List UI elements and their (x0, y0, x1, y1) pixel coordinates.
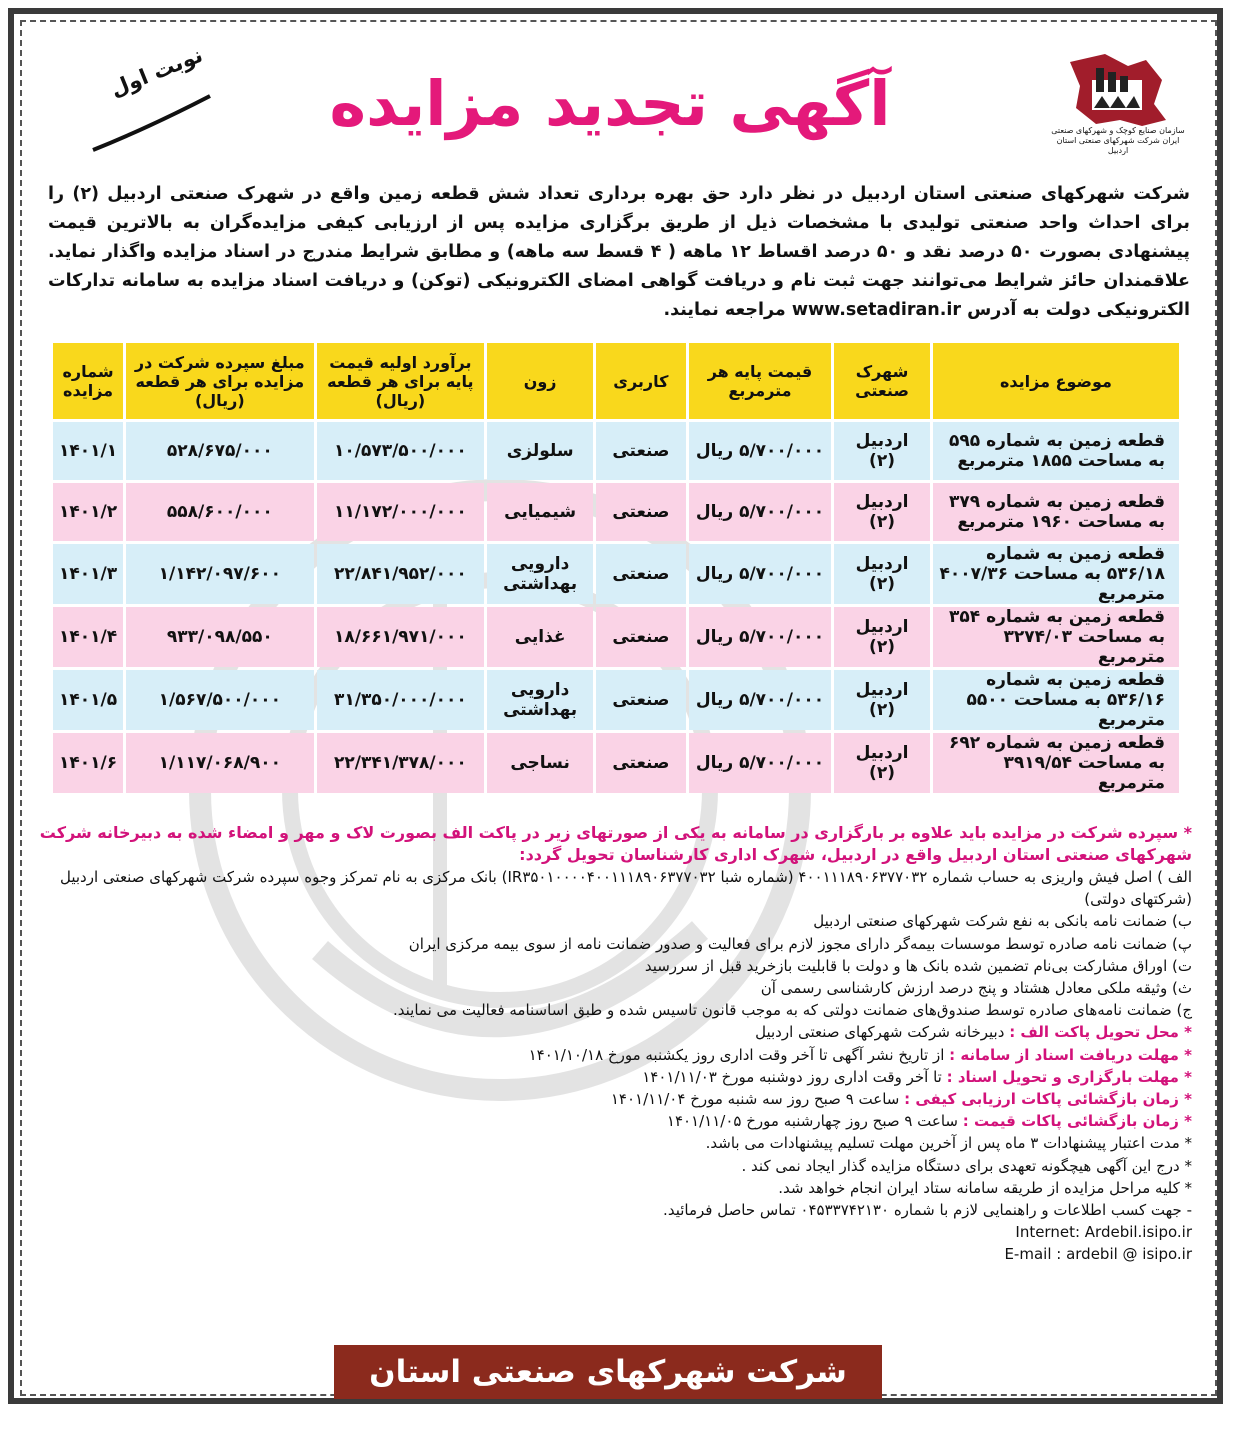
cell-deposit: ۱/۱۴۲/۰۹۷/۶۰۰ (126, 544, 313, 604)
cell-price: ۵/۷۰۰/۰۰۰ ریال (689, 670, 831, 730)
intro-paragraph: شرکت شهرکهای صنعتی استان اردبیل در نظر دارد حق بهره برداری تعداد شش قطعه زمین واقع در شهرک صنعتی اردبیل (۲) را برای احداث واحد صنعتی تولیدی با مشخصات ذیل از طریق برگزاری مزایده پس از ارزیابی کیفی مزایده‌گران به بالاترین قیمت پیشنهادی بصورت ۵۰ درصد نقد و ۵۰ درصد اقساط ۱۲ ماهه ( ۴ قسط سه ماهه) و مطابق شرایط مندرج در اسناد مزایده واگذار نماید. علاقمندان حائز شرایط می‌توانند جهت ثبت نام و دریافت گواهی امضای الکترونیکی (توکن) و دریافت اسناد مزایده به سامانه تدارکات الکترونیکی دولت به آدرس www.setadiran.ir مراجعه نمایند. (48, 184, 1190, 320)
cell-zone: دارویی بهداشتی (487, 544, 593, 604)
cell-number: ۱۴۰۱/۵ (53, 670, 123, 730)
page-title: آگهی تجدید مزایده (329, 67, 891, 140)
cell-subject: قطعه زمین به شماره ۵۳۶/۱۸ به مساحت ۴۰۰۷/۳۶ مترمربع (933, 544, 1179, 604)
deposit-option: الف ) اصل فیش واریزی به حساب شماره ۴۰۰۱۱۱۸۹۰۶۳۷۷۰۳۲ (شماره شبا IR۳۵۰۱۰۰۰۰۴۰۰۱۱۱۸۹۰۶۳۷۷۰۳۲) بانک مرکزی به نام تمرکز وجوه سپرده شرکت شهرکهای صنعتی اردبیل (شرکتهای دولتی) (60, 868, 1192, 909)
schedule-value: ساعت ۹ صبح روز چهارشنبه مورخ ۱۴۰۱/۱۱/۰۵ (666, 1112, 958, 1131)
table-row (53, 483, 1179, 541)
cell-price: ۵/۷۰۰/۰۰۰ ریال (689, 607, 831, 667)
deposit-option: ت) اوراق مشارکت بی‌نام تضمین شده بانک ها و دولت با قابلیت بازخرید قبل از سررسید (644, 956, 1192, 975)
header-town: شهرک صنعتی (834, 343, 930, 419)
deposit-option: ج) ضمانت نامه‌های صادره توسط صندوق‌های ضمانت دولتی که به موجب قانون تاسیس شده و طبق اساسنامه فعالیت می نمایند. (392, 1001, 1192, 1020)
cell-town: اردبیل (۲) (834, 670, 930, 730)
extra-note: * درج این آگهی هیچگونه تعهدی برای دستگاه مزایده گذار ایجاد نمی کند . (741, 1156, 1192, 1175)
header-zone: زون (487, 343, 593, 419)
cell-zone: دارویی بهداشتی (487, 670, 593, 730)
schedule-value: ساعت ۹ صبح روز سه شنبه مورخ ۱۴۰۱/۱۱/۰۴ (610, 1090, 900, 1109)
cell-number: ۱۴۰۱/۳ (53, 544, 123, 604)
cell-estimate: ۱۱/۱۷۲/۰۰۰/۰۰۰ (317, 483, 485, 541)
table-header-row (53, 343, 1179, 419)
table-row (53, 607, 1179, 667)
cell-usage: صنعتی (596, 483, 686, 541)
cell-deposit: ۱/۵۶۷/۵۰۰/۰۰۰ (126, 670, 313, 730)
schedule-item (32, 1044, 1192, 1066)
cell-zone: غذایی (487, 607, 593, 667)
cell-estimate: ۳۱/۳۵۰/۰۰۰/۰۰۰ (317, 670, 485, 730)
cell-subject: قطعه زمین به شماره ۵۳۶/۱۶ به مساحت ۵۵۰۰ مترمربع (933, 670, 1179, 730)
cell-town: اردبیل (۲) (834, 483, 930, 541)
round-underline (88, 88, 218, 158)
cell-deposit: ۵۵۸/۶۰۰/۰۰۰ (126, 483, 313, 541)
cell-price: ۵/۷۰۰/۰۰۰ ریال (689, 422, 831, 480)
internet-address[interactable]: Internet: Ardebil.isipo.ir (1015, 1223, 1192, 1242)
cell-estimate: ۱۰/۵۷۳/۵۰۰/۰۰۰ (317, 422, 485, 480)
cell-estimate: ۲۲/۳۴۱/۳۷۸/۰۰۰ (317, 733, 485, 793)
cell-usage: صنعتی (596, 422, 686, 480)
schedule-label: * زمان بازگشائی پاکات ارزیابی کیفی : (904, 1090, 1192, 1109)
auction-table (50, 340, 1182, 796)
extra-note: * کلیه مراحل مزایده از طریقه سامانه ستاد ایران انجام خواهد شد. (778, 1178, 1192, 1197)
conditions-section (32, 822, 1192, 1266)
cell-usage: صنعتی (596, 670, 686, 730)
header-price: قیمت پایه هر مترمربع (689, 343, 831, 419)
header-subject: موضوع مزایده (933, 343, 1179, 419)
deposit-option: ث) وثیقه ملکی معادل هشتاد و پنج درصد ارزش کارشناسی رسمی آن (760, 979, 1192, 998)
deposit-option: ب) ضمانت نامه بانکی به نفع شرکت شهرکهای صنعتی اردبیل (813, 912, 1192, 931)
cell-zone: شیمیایی (487, 483, 593, 541)
table-row (53, 670, 1179, 730)
schedule-value: تا آخر وقت اداری روز دوشنبه مورخ ۱۴۰۱/۱۱/۰۳ (642, 1067, 942, 1086)
cell-subject: قطعه زمین به شماره ۶۹۲ به مساحت ۳۹۱۹/۵۴ مترمربع (933, 733, 1179, 793)
cell-usage: صنعتی (596, 544, 686, 604)
cell-number: ۱۴۰۱/۴ (53, 607, 123, 667)
schedule-label: * مهلت دریافت اسناد از سامانه : (949, 1045, 1192, 1064)
cell-deposit: ۵۲۸/۶۷۵/۰۰۰ (126, 422, 313, 480)
schedule-value: دبیرخانه شرکت شهرکهای صنعتی اردبیل (755, 1023, 1005, 1042)
cell-deposit: ۱/۱۱۷/۰۶۸/۹۰۰ (126, 733, 313, 793)
cell-town: اردبیل (۲) (834, 733, 930, 793)
cell-estimate: ۲۲/۸۴۱/۹۵۲/۰۰۰ (317, 544, 485, 604)
cell-deposit: ۹۳۳/۰۹۸/۵۵۰ (126, 607, 313, 667)
cell-usage: صنعتی (596, 607, 686, 667)
footer-banner: شرکت شهرکهای صنعتی استان اردبیل (334, 1345, 882, 1399)
schedule-label: * محل تحویل پاکت الف : (1009, 1023, 1192, 1042)
schedule-item (32, 1021, 1192, 1043)
deposit-option: پ) ضمانت نامه صادره توسط موسسات بیمه‌گر دارای مجوز لازم برای فعالیت و صدور ضمانت نامه از سوی بیمه مرکزی ایران (408, 934, 1192, 953)
header-usage: کاربری (596, 343, 686, 419)
deposit-note: * سپرده شرکت در مزایده باید علاوه بر بارگزاری در سامانه به یکی از صورتهای زیر در پاکت الف بصورت لاک و مهر و امضاء شده به دبیرخانه شرکت شهرکهای صنعتی استان اردبیل واقع در اردبیل، شهرک اداری کارشناسان تحویل گردد: (39, 823, 1192, 864)
cell-estimate: ۱۸/۶۶۱/۹۷۱/۰۰۰ (317, 607, 485, 667)
table-row (53, 422, 1179, 480)
cell-town: اردبیل (۲) (834, 607, 930, 667)
round-label: نوبت اول (107, 42, 206, 102)
header-number: شماره مزایده (53, 343, 123, 419)
schedule-label: * زمان بازگشائی پاکات قیمت : (962, 1112, 1192, 1131)
cell-number: ۱۴۰۱/۲ (53, 483, 123, 541)
table-row (53, 544, 1179, 604)
cell-town: اردبیل (۲) (834, 544, 930, 604)
cell-subject: قطعه زمین به شماره ۳۵۴ به مساحت ۳۲۷۴/۰۳ مترمربع (933, 607, 1179, 667)
cell-price: ۵/۷۰۰/۰۰۰ ریال (689, 483, 831, 541)
cell-zone: نساجی (487, 733, 593, 793)
schedule-item (32, 1110, 1192, 1132)
table-row (53, 733, 1179, 793)
email-address[interactable]: E-mail : ardebil @ isipo.ir (1004, 1245, 1192, 1264)
cell-usage: صنعتی (596, 733, 686, 793)
cell-number: ۱۴۰۱/۶ (53, 733, 123, 793)
cell-subject: قطعه زمین به شماره ۵۹۵ به مساحت ۱۸۵۵ مترمربع (933, 422, 1179, 480)
cell-zone: سلولزی (487, 422, 593, 480)
extra-note: - جهت کسب اطلاعات و راهنمایی لازم با شماره ۰۴۵۳۳۷۴۲۱۳۰ تماس حاصل فرمائید. (663, 1201, 1192, 1220)
schedule-value: از تاریخ نشر آگهی تا آخر وقت اداری روز یکشنبه مورخ ۱۴۰۱/۱۰/۱۸ (528, 1045, 945, 1064)
cell-price: ۵/۷۰۰/۰۰۰ ریال (689, 733, 831, 793)
cell-number: ۱۴۰۱/۱ (53, 422, 123, 480)
extra-note: * مدت اعتبار پیشنهادات ۳ ماه پس از آخرین مهلت تسلیم پیشنهادات می باشد. (705, 1134, 1192, 1153)
cell-price: ۵/۷۰۰/۰۰۰ ریال (689, 544, 831, 604)
cell-town: اردبیل (۲) (834, 422, 930, 480)
schedule-label: * مهلت بارگزاری و تحویل اسناد : (946, 1067, 1192, 1086)
logo-caption: سازمان صنایع کوچک و شهرکهای صنعتی ایران شرکت شهرکهای صنعتی استان اردبیل (1051, 126, 1185, 155)
cell-subject: قطعه زمین به شماره ۳۷۹ به مساحت ۱۹۶۰ مترمربع (933, 483, 1179, 541)
header-deposit: مبلغ سپرده شرکت در مزایده برای هر قطعه (ریال) (126, 343, 313, 419)
header-estimate: برآورد اولیه قیمت پایه برای هر قطعه (ریال) (317, 343, 485, 419)
schedule-item (32, 1088, 1192, 1110)
schedule-item (32, 1066, 1192, 1088)
